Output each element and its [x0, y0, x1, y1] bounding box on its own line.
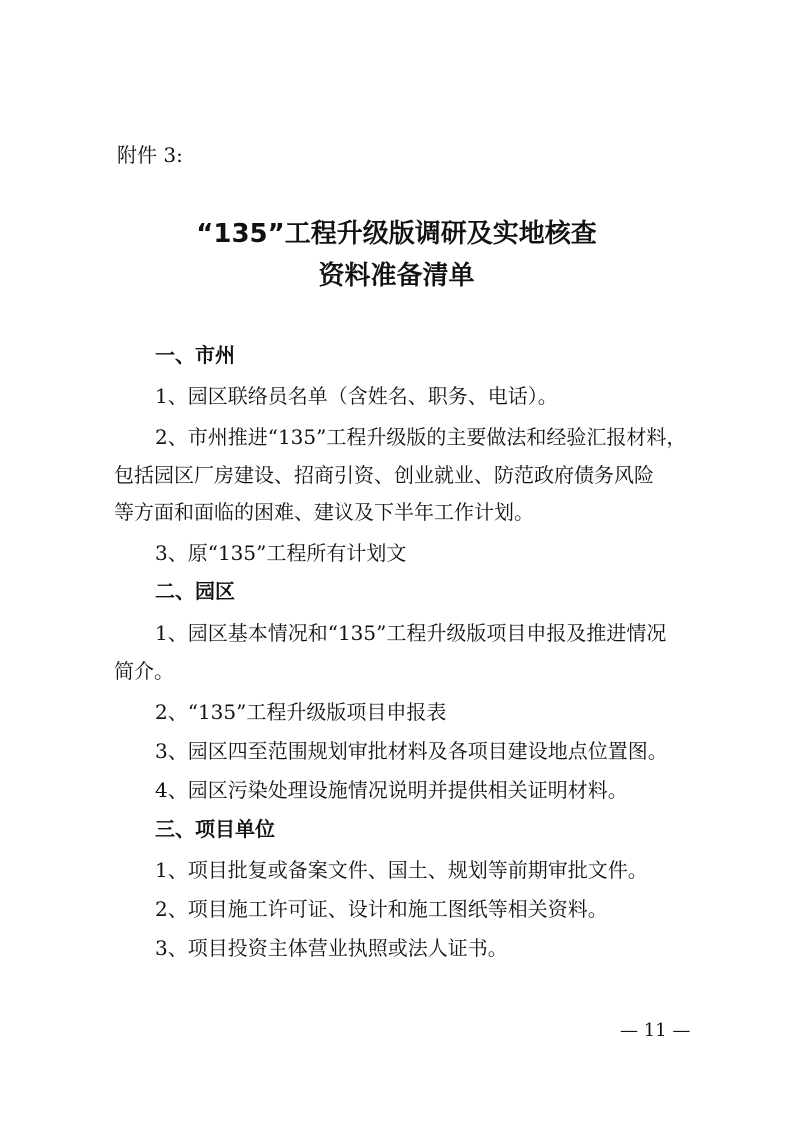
- document-title-line-1: “135”工程升级版调研及实地核查: [196, 219, 597, 249]
- section-heading-park: 二、园区: [155, 579, 235, 603]
- list-item-line: 3、项目投资主体营业执照或法人证书。: [155, 936, 508, 960]
- list-item-line: 1、园区联络员名单（含姓名、职务、电话）。: [155, 384, 558, 408]
- list-item-line: 2、“135”工程升级版项目申报表: [155, 700, 447, 724]
- list-item-line: 等方面和面临的困难、建议及下半年工作计划。: [114, 500, 534, 524]
- list-item-line: 2、项目施工许可证、设计和施工图纸等相关资料。: [155, 897, 608, 921]
- list-item-line: 3、园区四至范围规划审批材料及各项目建设地点位置图。: [155, 739, 668, 763]
- list-item-line: 简介。: [114, 659, 174, 683]
- section-heading-project-unit: 三、项目单位: [155, 817, 275, 841]
- list-item-line: 4、园区污染处理设施情况说明并提供相关证明材料。: [155, 778, 628, 802]
- list-item-line: 3、原“135”工程所有计划文: [155, 541, 407, 565]
- list-item-line: 2、市州推进“135”工程升级版的主要做法和经验汇报材料，: [155, 425, 687, 449]
- page-number: — 11 —: [620, 1020, 691, 1041]
- section-heading-city: 一、市州: [155, 343, 235, 367]
- list-item-line: 包括园区厂房建设、招商引资、创业就业、防范政府债务风险: [114, 463, 654, 487]
- document-title-line-2: 资料准备清单: [318, 261, 475, 291]
- list-item-line: 1、园区基本情况和“135”工程升级版项目申报及推进情况: [155, 621, 667, 645]
- attachment-label: 附件 3:: [117, 143, 183, 167]
- list-item-line: 1、项目批复或备案文件、国土、规划等前期审批文件。: [155, 858, 648, 882]
